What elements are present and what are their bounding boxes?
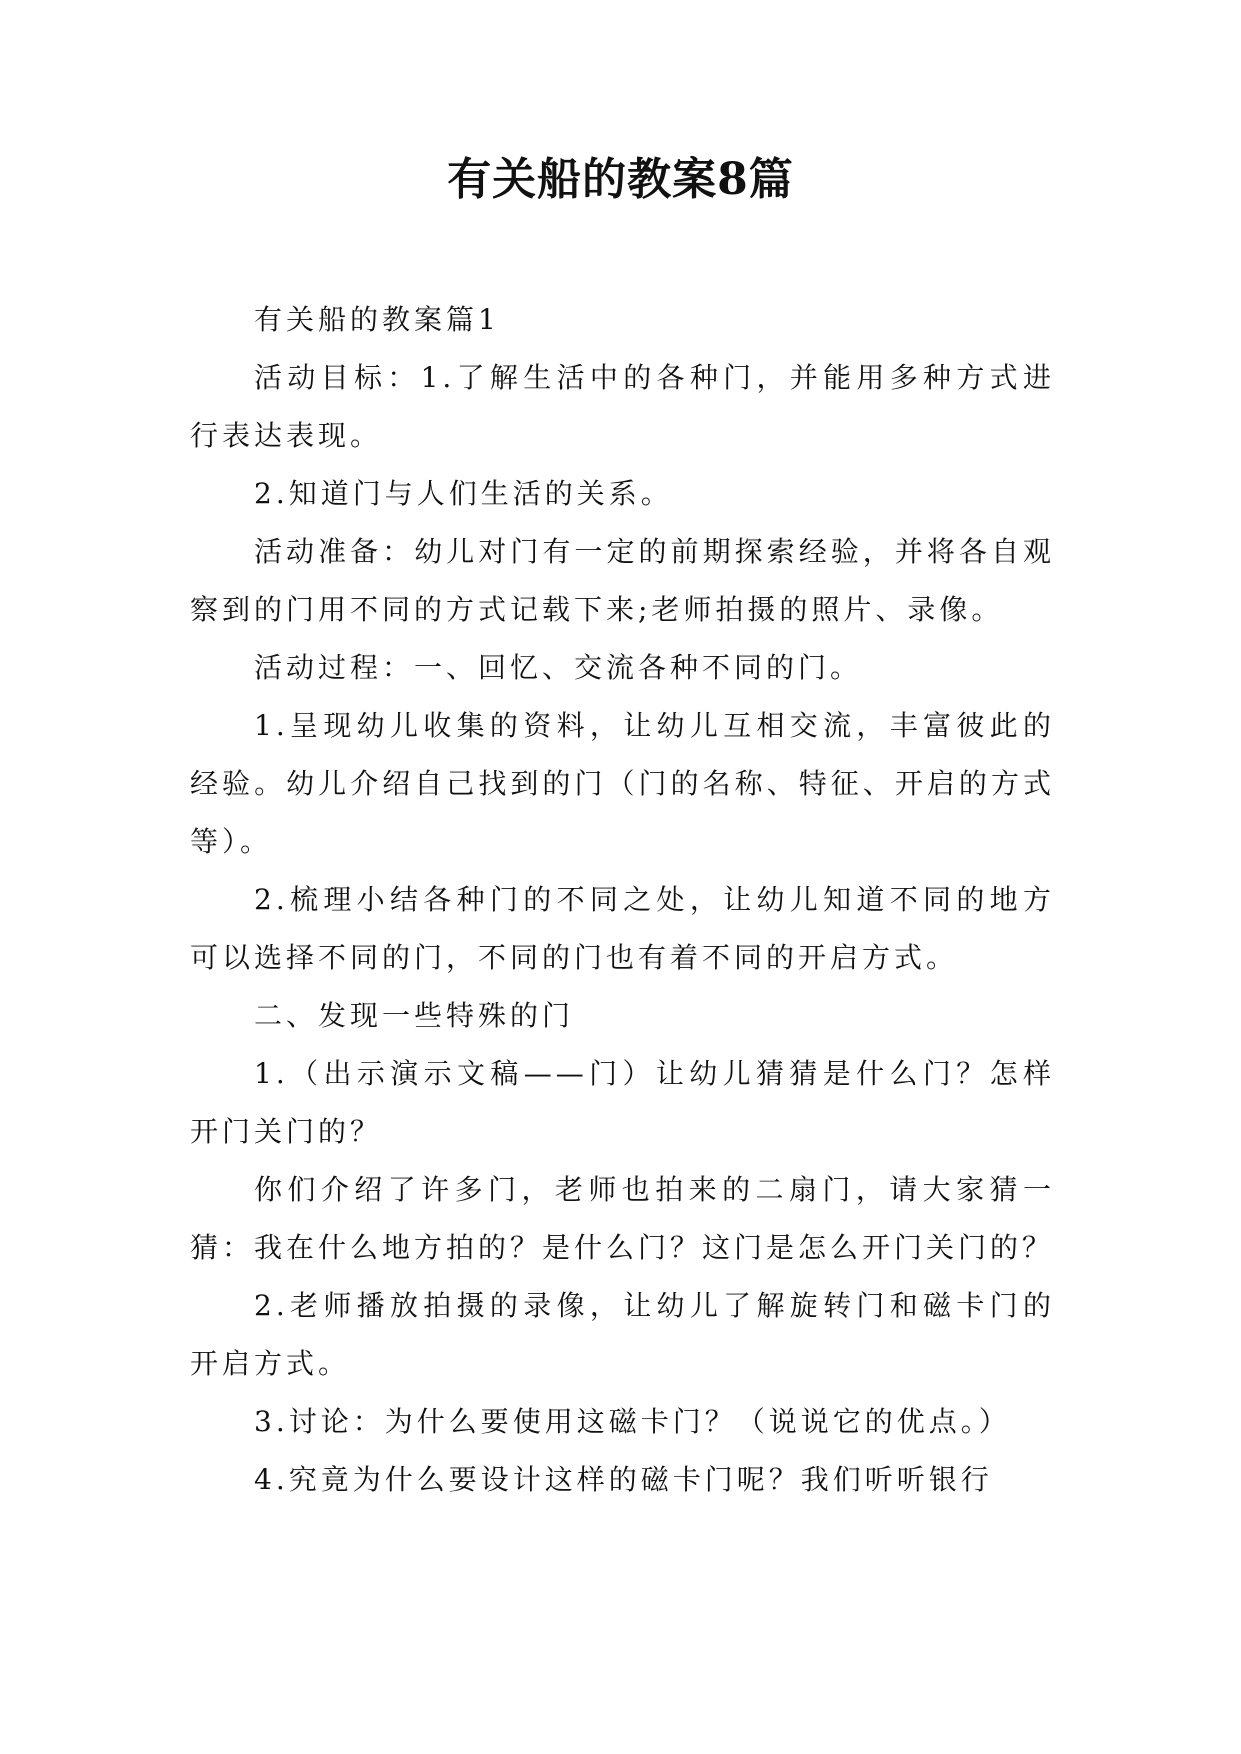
paragraph-step-1: 1.呈现幼儿收集的资料，让幼儿互相交流，丰富彼此的经验。幼儿介绍自己找到的门（门的名称、特征、开启的方式等）。 [190,709,1055,858]
paragraph-activity-process: 活动过程：一、回忆、交流各种不同的门。 [254,651,863,684]
paragraph-activity-preparation: 活动准备：幼儿对门有一定的前期探索经验，并将各自观察到的门用不同的方式记载下来;老师拍摄的照片、录像。 [190,535,1055,626]
paragraph-part-2-heading: 二、发现一些特殊的门 [254,999,575,1032]
paragraph-activity-goals: 活动目标：1.了解生活中的各种门，并能用多种方式进行表达表现。 [190,361,1055,452]
paragraph-goal-2: 2.知道门与人们生活的关系。 [254,477,673,510]
paragraph-part-2-step-2: 2.老师播放拍摄的录像，让幼儿了解旋转门和磁卡门的开启方式。 [190,1289,1055,1380]
document-body [190,291,1055,1509]
section-heading: 有关船的教案篇1 [254,303,500,336]
paragraph-step-2: 2.梳理小结各种门的不同之处，让幼儿知道不同的地方可以选择不同的门，不同的门也有着不同的开启方式。 [190,883,1055,974]
document-title: 有关船的教案8篇 [447,154,794,205]
paragraph-teacher-question: 你们介绍了许多门，老师也拍来的二扇门，请大家猜一猜：我在什么地方拍的？是什么门？这门是怎么开门关门的？ [190,1173,1055,1264]
paragraph-part-2-step-3: 3.讨论：为什么要使用这磁卡门？（说说它的优点。） [254,1405,1011,1438]
paragraph-part-2-step-1: 1.（出示演示文稿——门）让幼儿猜猜是什么门？怎样开门关门的？ [190,1057,1055,1148]
paragraph-part-2-step-4: 4.究竟为什么要设计这样的磁卡门呢？我们听听银行 [254,1463,993,1496]
